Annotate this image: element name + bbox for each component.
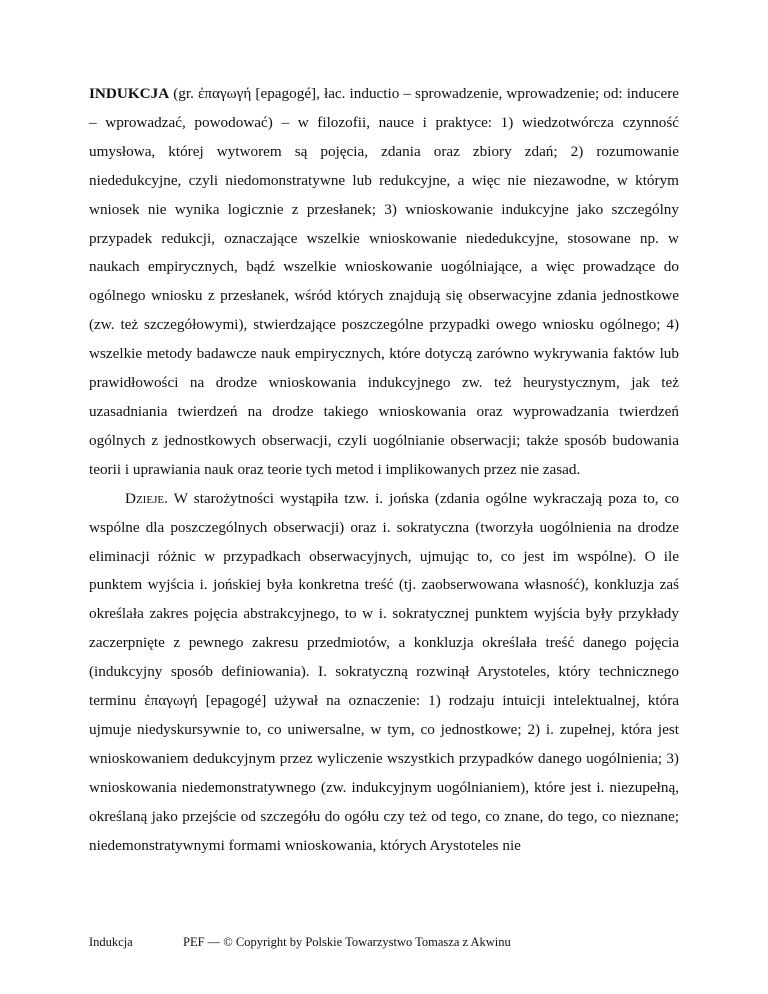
footer-copyright: PEF — © Copyright by Polskie Towarzystwo Tomasza z Akwinu [183,935,511,949]
entry-definition: (gr. ἐπαγωγή [epagogé], łac. inductio – sprowadzenie, wprowadzenie; od: inducere – wprowadzać, powodować) – w filozofii, nauce i praktyce: 1) wiedzotwórcza czynność umysłowa, której wytworem są pojęcia, zdania oraz zbiory zdań; 2) rozumowanie niededukcyjne, czyli niedomonstratywne lub redukcyjne, a więc nie niezawodne, w którym wniosek nie wynika logicznie z przesłanek; 3) wnioskowanie indukcyjne jako szczególny przypadek redukcji, oznaczające wszelkie wnioskowanie niededukcyjne, stosowane np. w naukach empirycznych, bądź wszelkie wnioskowanie uogólniające, a więc prowadzące do ogólnego wniosku z przesłanek, wśród których znajdują się obserwacyjne zdania jednostkowe (zw. też szczegółowymi), stwierdzające poszczególne przypadki owego wniosku ogólnego; 4) wszelkie metody badawcze nauk empirycznych, które dotyczą zarówno wykrywania faktów lub prawidłowości na drodze wnioskowania indukcyjnego zw. też heurystycznym, jak też uzasadniania twierdzeń na drodze takiego wnioskowania oraz wyprowadzania twierdzeń ogólnych z jednostkowych obserwacji, czyli uogólnianie obserwacji; także sposób budowania teorii i uprawiania nauk oraz teorie tych metod i implikowanych przez nie zasad. [89,85,679,478]
footer-title: Indukcja [89,935,133,949]
history-paragraph [89,485,679,861]
history-text: . W starożytności wystąpiła tzw. i. jońska (zdania ogólne wykraczają poza to, co wspólne dla poszczególnych obserwacji) oraz i. sokratyczna (tworzyła uogólnienia na drodze eliminacji różnic w przypadkach obserwacyjnych, ujmując to, co jest im wspólne). O ile punktem wyjścia i. jońskiej była konkretna treść (tj. zaobserwowana własność), konkluzja zaś określała zakres pojęcia abstrakcyjnego, to w i. sokratycznej punktem wyjścia były przykłady zaczerpnięte z pewnego zakresu przedmiotów, a konkluzja określała treść danego pojęcia (indukcyjny sposób definiowania). I. sokratyczną rozwinął Arystoteles, który technicznego terminu ἐπαγωγή [epagogé] używał na oznaczenie: 1) rodzaju intuicji intelektualnej, która ujmuje niedyskursywnie to, co uniwersalne, w tym, co jednostkowe; 2) i. zupełnej, która jest wnioskowaniem dedukcyjnym przez wyliczenie wszystkich przypadków danego uogólnienia; 3) wnioskowania niedemonstratywnego (zw. indukcyjnym uogólnianiem), które jest i. niezupełną, określaną jako przejście od szczegółu do ogółu czy też od tego, co znane, do tego, co nieznane; niedemonstratywnymi formami wnioskowania, których Arystoteles nie [89,489,679,854]
history-heading: Dzieje [125,489,165,507]
entry-paragraph [89,80,679,485]
entry-headword: INDUKCJA [89,85,170,102]
page-footer [89,932,679,952]
document-page [89,80,679,860]
